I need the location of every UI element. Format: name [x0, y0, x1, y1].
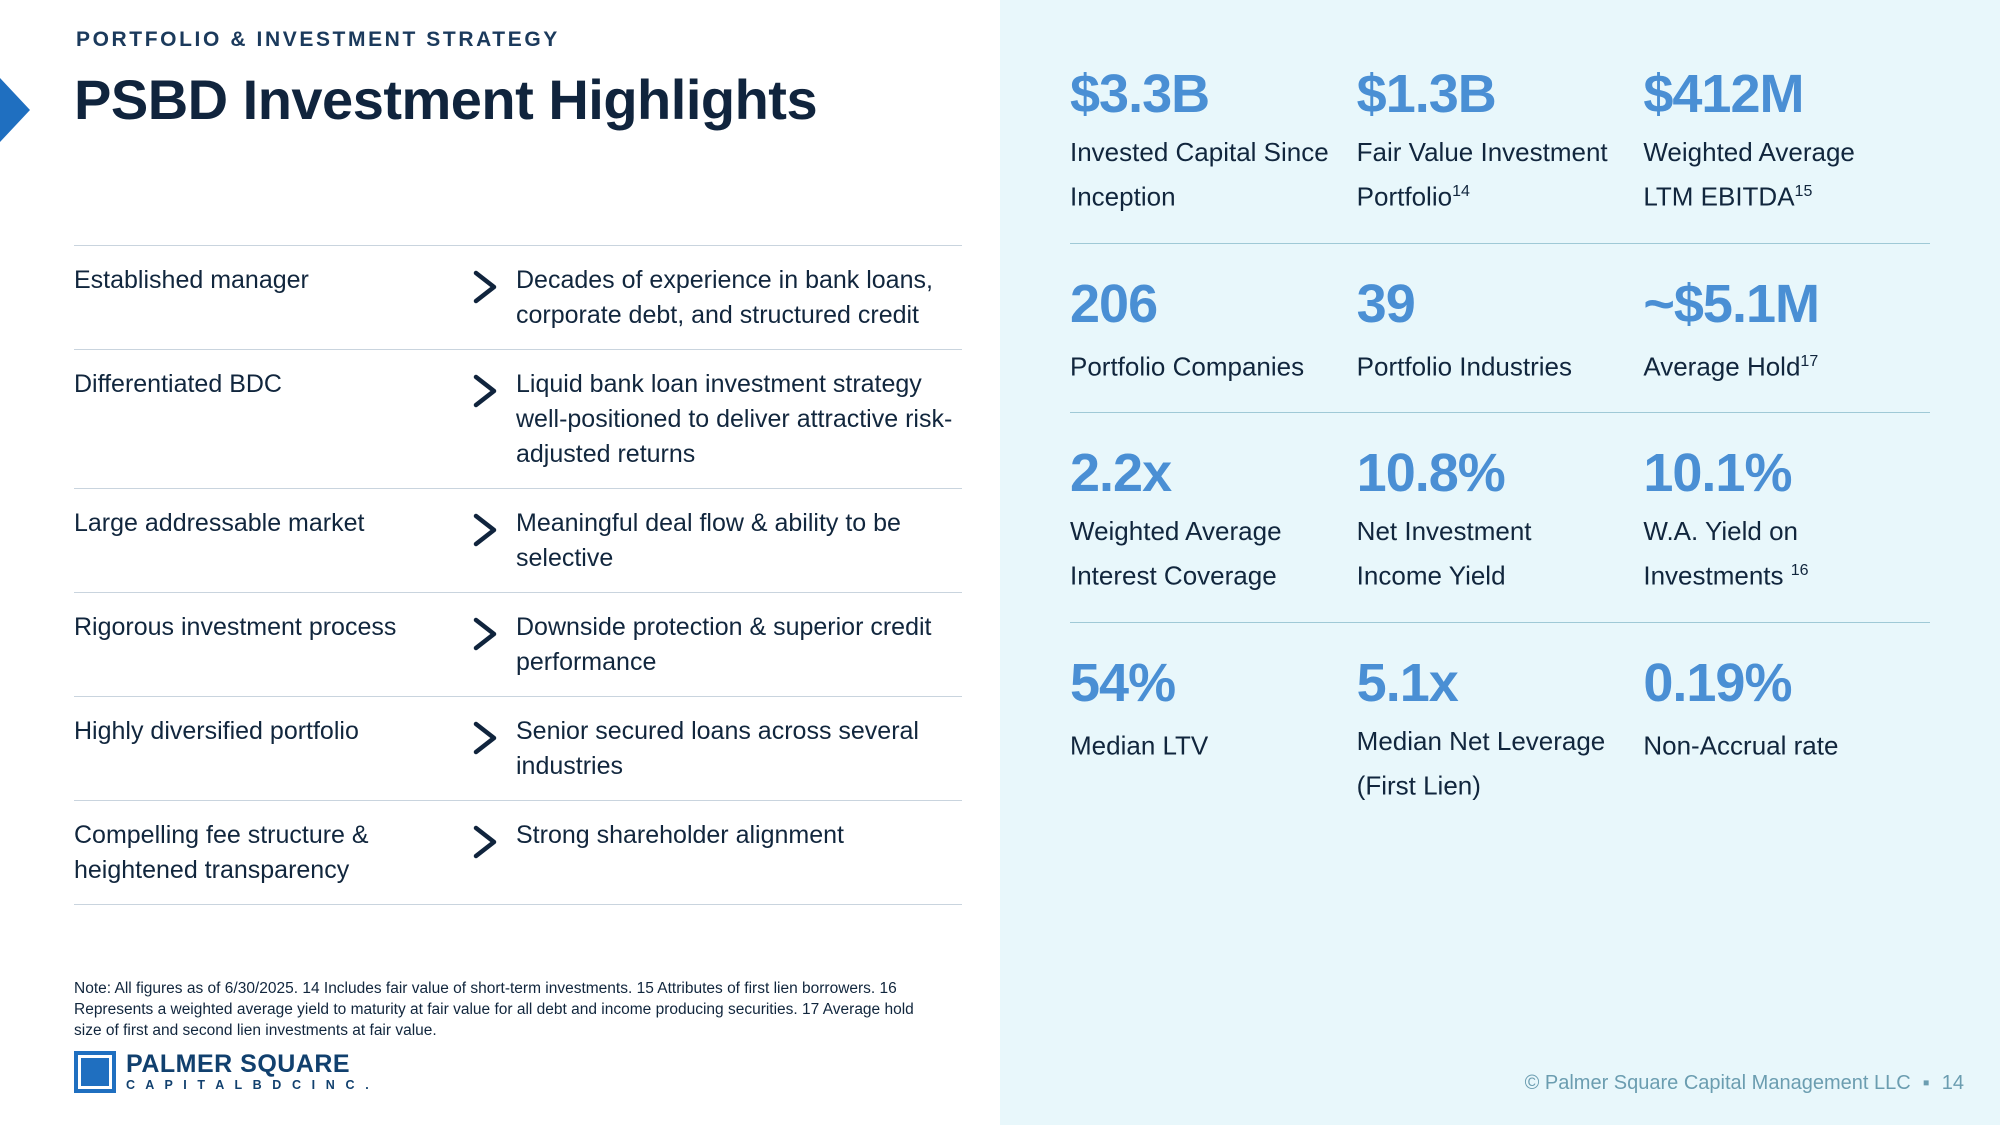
stat-card — [1643, 62, 1930, 217]
stat-label-footnote: 15 — [1794, 183, 1813, 200]
stat-card — [1643, 651, 1930, 806]
highlight-term: Established manager — [74, 266, 309, 294]
stat-row — [1070, 62, 1930, 244]
stat-card — [1357, 441, 1644, 596]
stat-label-text: Median Net Leverage (First Lien) — [1356, 725, 1606, 801]
highlight-description: Strong shareholder alignment — [516, 821, 844, 849]
highlight-term: Rigorous investment process — [74, 613, 397, 641]
stat-row — [1070, 244, 1930, 414]
highlight-description: Meaningful deal flow & ability to be selective — [516, 509, 901, 572]
highlight-description: Decades of experience in bank loans, corporate debt, and structured credit — [516, 266, 933, 329]
chevron-right-icon — [454, 263, 516, 307]
stat-label — [1357, 342, 1624, 387]
slide-footer — [1525, 1072, 1964, 1095]
chevron-right-icon — [454, 610, 516, 654]
highlight-description: Downside protection & superior credit performance — [516, 613, 932, 676]
highlight-description: Liquid bank loan investment strategy well-positioned to deliver attractive risk-adjusted returns — [516, 370, 953, 468]
footer-separator-icon: ▪ — [1922, 1072, 1930, 1094]
table-row — [74, 349, 962, 488]
stat-card — [1070, 441, 1357, 596]
stat-label — [1643, 511, 1910, 596]
stat-value: $412M — [1643, 64, 1804, 124]
stat-label — [1643, 721, 1910, 766]
right-panel — [1000, 0, 2000, 1125]
stat-value: 54% — [1070, 652, 1176, 713]
stat-label-text: Net Investment Income Yield — [1356, 516, 1532, 591]
logo-name: PALMER SQUARE — [126, 1050, 351, 1078]
stat-value: 10.8% — [1356, 443, 1505, 504]
page-title: PSBD Investment Highlights — [74, 68, 818, 131]
stat-label — [1357, 132, 1624, 217]
logo-mark-icon — [74, 1051, 116, 1093]
stat-label-text: Average Hold — [1643, 351, 1801, 382]
stat-card — [1357, 272, 1644, 387]
stat-label — [1643, 342, 1910, 387]
table-row — [74, 488, 962, 592]
highlight-description: Senior secured loans across several industries — [516, 717, 919, 780]
stat-row — [1070, 413, 1930, 623]
chevron-right-icon — [454, 714, 516, 758]
highlights-table — [74, 245, 962, 905]
stat-label-text: Weighted Average LTM EBITDA — [1643, 137, 1855, 212]
stat-card — [1070, 272, 1357, 387]
stat-value: 10.1% — [1643, 443, 1792, 504]
table-row — [74, 245, 962, 349]
stat-label-text: Weighted Average Interest Coverage — [1070, 516, 1282, 591]
highlight-term: Compelling fee structure & heightened transparency — [74, 821, 369, 884]
table-row — [74, 696, 962, 800]
stat-value: 206 — [1070, 273, 1158, 334]
stat-label-footnote: 16 — [1790, 562, 1809, 580]
stat-label-text: Non-Accrual rate — [1643, 730, 1839, 761]
stat-label-text: W.A. Yield on Investments — [1643, 516, 1798, 591]
stat-value: 2.2x — [1070, 443, 1172, 504]
page-number: 14 — [1941, 1072, 1964, 1094]
company-logo — [74, 1051, 372, 1093]
chevron-right-icon — [454, 818, 516, 862]
stat-label — [1070, 721, 1337, 766]
chevron-right-icon — [454, 506, 516, 550]
stat-label-text: Invested Capital Since Inception — [1070, 137, 1329, 212]
stat-card — [1357, 62, 1644, 217]
stat-value: $3.3B — [1070, 64, 1210, 124]
stat-label-text: Portfolio Industries — [1356, 351, 1572, 382]
stat-value: ~$5.1M — [1643, 273, 1819, 334]
stat-card — [1643, 272, 1930, 387]
stat-label — [1070, 511, 1337, 596]
highlight-term: Differentiated BDC — [74, 370, 282, 398]
stat-label-text: Portfolio Companies — [1070, 351, 1305, 382]
arrow-marker-icon — [0, 78, 30, 142]
stat-label — [1070, 132, 1337, 217]
stat-value: 39 — [1356, 273, 1415, 334]
stat-label-footnote: 17 — [1800, 352, 1819, 370]
stat-label — [1357, 511, 1624, 596]
stat-label — [1643, 132, 1910, 217]
footnote: Note: All figures as of 6/30/2025. 14 Includes fair value of short-term investments. 15 Attributes of first lien borrowers. 16 Represents a weighted average yield to maturity at fair value for all debt and income producing securities. 17 Average hold size of first and second lien investments at fair value. — [74, 980, 914, 1039]
stat-card — [1357, 651, 1644, 806]
stat-value: $1.3B — [1356, 64, 1496, 124]
copyright-text: © Palmer Square Capital Management LLC — [1524, 1072, 1911, 1094]
stat-row — [1070, 623, 1930, 832]
stat-card — [1070, 62, 1357, 217]
stat-label — [1357, 721, 1624, 806]
highlight-term: Large addressable market — [74, 509, 365, 537]
highlight-term: Highly diversified portfolio — [74, 717, 359, 745]
stat-value: 0.19% — [1643, 652, 1792, 713]
stat-label — [1070, 342, 1337, 387]
stats-grid — [1070, 62, 1930, 832]
logo-subtitle: C A P I T A L B D C I N C . — [126, 1078, 373, 1092]
stat-card — [1643, 441, 1930, 596]
table-row — [74, 800, 962, 905]
stat-value: 5.1x — [1356, 652, 1458, 713]
stat-label-footnote: 14 — [1452, 183, 1470, 200]
stat-label-text: Median LTV — [1070, 730, 1209, 761]
stat-label-text: Fair Value Investment Portfolio — [1356, 137, 1608, 212]
table-row — [74, 592, 962, 696]
chevron-right-icon — [454, 367, 516, 411]
section-eyebrow: PORTFOLIO & INVESTMENT STRATEGY — [76, 28, 560, 51]
stat-card — [1070, 651, 1357, 806]
